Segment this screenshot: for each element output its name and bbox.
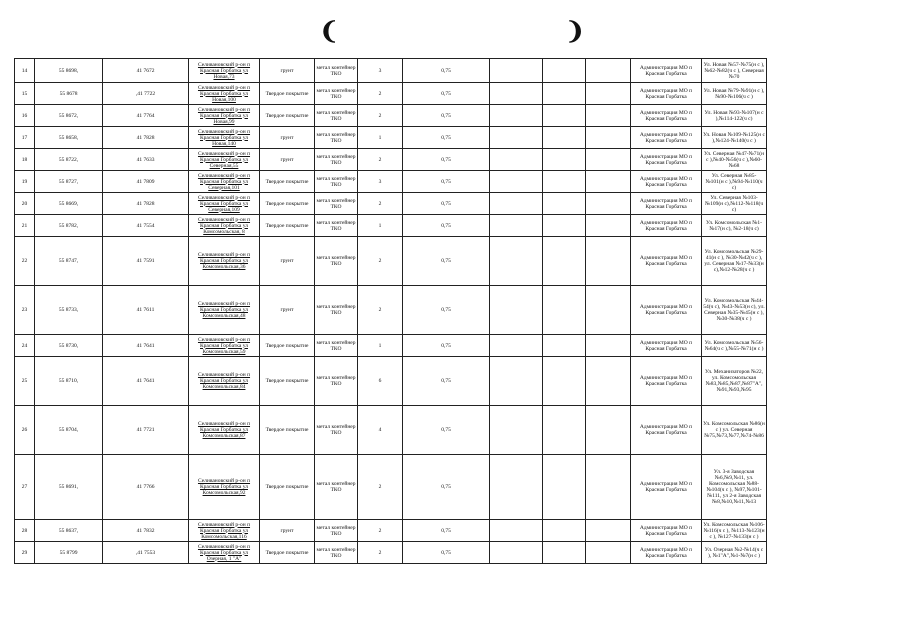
container-volume: 0,75	[403, 215, 490, 237]
latitude: 55 8698,	[35, 59, 103, 83]
address: Селивановский р-он п Красная Горбатка ул Новая,100	[189, 83, 260, 105]
container-volume: 0,75	[403, 237, 490, 286]
latitude: 55 8710,	[35, 357, 103, 406]
latitude: 55 8672,	[35, 105, 103, 127]
latitude: 55 8782,	[35, 215, 103, 237]
table-row	[15, 357, 767, 406]
empty-cell	[490, 335, 543, 357]
container-volume: 0,75	[403, 286, 490, 335]
container-volume: 0,75	[403, 520, 490, 542]
empty-cell	[543, 193, 586, 215]
owner: Администрация МО п Красная Горбатка	[631, 286, 702, 335]
empty-cell	[490, 59, 543, 83]
served-addresses: Ул. Комсомольская №1-№17(н с), №2-18(ч с)	[702, 215, 767, 237]
container-count: 3	[358, 171, 403, 193]
owner: Администрация МО п Красная Горбатка	[631, 105, 702, 127]
owner: Администрация МО п Красная Горбатка	[631, 215, 702, 237]
container-count: 1	[358, 215, 403, 237]
container-sites-table	[14, 58, 767, 564]
longitude: ,41 7722	[103, 83, 189, 105]
container-type: метал контейнер ТКО	[315, 542, 358, 564]
owner: Администрация МО п Красная Горбатка	[631, 149, 702, 171]
address: Селивановский р-он п Красная Горбатка ул Новая,140	[189, 127, 260, 149]
container-count: 2	[358, 105, 403, 127]
latitude: 55 8691,	[35, 455, 103, 520]
table-row	[15, 171, 767, 193]
surface: грунт	[260, 59, 315, 83]
served-addresses: Ул. Комсомольская №86(н с ) ул. Северная №75,№73,№77,№74-№86	[702, 406, 767, 455]
row-number: 25	[15, 357, 35, 406]
container-volume: 0,75	[403, 105, 490, 127]
row-number: 29	[15, 542, 35, 564]
address: Селивановский р-он п Красная Горбатка ул Северная,55	[189, 149, 260, 171]
served-addresses: Ул. Комсомольская №56-№64(ч с ),№55-№71(н с )	[702, 335, 767, 357]
latitude: 55 8637,	[35, 520, 103, 542]
empty-cell	[543, 171, 586, 193]
container-volume: 0,75	[403, 193, 490, 215]
table-row	[15, 105, 767, 127]
empty-cell	[543, 335, 586, 357]
served-addresses: Ул. Северная №47-№71(н с ),№40-№56(ч с ),№60-№68	[702, 149, 767, 171]
bracket-mark-left: ❨	[319, 16, 340, 45]
surface: Твердое покрытие	[260, 335, 315, 357]
latitude: 55 8658,	[35, 127, 103, 149]
empty-cell	[543, 59, 586, 83]
container-count: 2	[358, 455, 403, 520]
empty-cell	[543, 83, 586, 105]
empty-cell	[490, 520, 543, 542]
address: Селивановский р-он п Красная Горбатка ул Комсомольская,59	[189, 335, 260, 357]
table-row	[15, 215, 767, 237]
container-type: метал контейнер ТКО	[315, 215, 358, 237]
row-number: 26	[15, 406, 35, 455]
surface: грунт	[260, 149, 315, 171]
empty-cell	[490, 105, 543, 127]
empty-cell	[543, 357, 586, 406]
container-type: метал контейнер ТКО	[315, 83, 358, 105]
container-volume: 0,75	[403, 455, 490, 520]
address: Селивановский р-он п Красная Горбатка ул Новая,73	[189, 59, 260, 83]
owner: Администрация МО п Красная Горбатка	[631, 406, 702, 455]
address: Селивановский р-он п Красная Горбатка ул Комсомольская,92	[189, 455, 260, 520]
empty-cell	[586, 520, 631, 542]
longitude: 41 7672	[103, 59, 189, 83]
empty-cell	[490, 215, 543, 237]
surface: Твердое покрытие	[260, 105, 315, 127]
empty-cell	[490, 193, 543, 215]
empty-cell	[543, 105, 586, 127]
served-addresses: Ул. 3-я Заводская №6,№9,№11, ул. Комсомольская №88-№104(ч с ), №97,№101-№111, ул 2-я Заводская №8,№10,№11,№13	[702, 455, 767, 520]
container-volume: 0,75	[403, 335, 490, 357]
longitude: 41 7832	[103, 520, 189, 542]
container-volume: 0,75	[403, 542, 490, 564]
table-row	[15, 237, 767, 286]
table-row	[15, 59, 767, 83]
container-type: метал контейнер ТКО	[315, 237, 358, 286]
empty-cell	[586, 127, 631, 149]
served-addresses: Ул. Механизаторов №22, ул. Комсомольская №83,№85,№87,№87"А",№91,№93,№95	[702, 357, 767, 406]
container-type: метал контейнер ТКО	[315, 357, 358, 406]
longitude: 41 7764	[103, 105, 189, 127]
owner: Администрация МО п Красная Горбатка	[631, 520, 702, 542]
served-addresses: Ул. Северная №103-№109(н с),№112-№118(ч с)	[702, 193, 767, 215]
empty-cell	[490, 237, 543, 286]
latitude: 55 8799	[35, 542, 103, 564]
served-addresses: Ул. Новая №93-№107(н с ),№114-122(ч с)	[702, 105, 767, 127]
owner: Администрация МО п Красная Горбатка	[631, 127, 702, 149]
owner: Администрация МО п Красная Горбатка	[631, 455, 702, 520]
served-addresses: Ул. Новая №79-№91(н с ),№90-№106(ч с )	[702, 83, 767, 105]
row-number: 28	[15, 520, 35, 542]
served-addresses: Ул. Озерная №2-№14(ч с ), №1"А",№1-№7(н с )	[702, 542, 767, 564]
longitude: 41 7828	[103, 193, 189, 215]
row-number: 17	[15, 127, 35, 149]
container-type: метал контейнер ТКО	[315, 406, 358, 455]
container-volume: 0,75	[403, 357, 490, 406]
empty-cell	[586, 149, 631, 171]
empty-cell	[586, 455, 631, 520]
empty-cell	[586, 83, 631, 105]
container-volume: 0,75	[403, 149, 490, 171]
latitude: 55 8727,	[35, 171, 103, 193]
owner: Администрация МО п Красная Горбатка	[631, 171, 702, 193]
empty-cell	[543, 542, 586, 564]
table-row	[15, 127, 767, 149]
longitude: 41 7591	[103, 237, 189, 286]
owner: Администрация МО п Красная Горбатка	[631, 357, 702, 406]
container-volume: 0,75	[403, 83, 490, 105]
row-number: 27	[15, 455, 35, 520]
served-addresses: Ул. Северная №85-№101(н с ),№94-№110(ч с)	[702, 171, 767, 193]
row-number: 22	[15, 237, 35, 286]
longitude: 41 7828	[103, 127, 189, 149]
empty-cell	[490, 286, 543, 335]
table-row	[15, 406, 767, 455]
table-row	[15, 149, 767, 171]
table-row	[15, 455, 767, 520]
owner: Администрация МО п Красная Горбатка	[631, 83, 702, 105]
empty-cell	[586, 406, 631, 455]
empty-cell	[543, 286, 586, 335]
surface: Твердое покрытие	[260, 357, 315, 406]
empty-cell	[586, 357, 631, 406]
surface: Твердое покрытие	[260, 83, 315, 105]
latitude: 55 8730,	[35, 335, 103, 357]
empty-cell	[586, 193, 631, 215]
table-row	[15, 286, 767, 335]
latitude: 55 8733,	[35, 286, 103, 335]
surface: Твердое покрытие	[260, 193, 315, 215]
empty-cell	[543, 149, 586, 171]
container-count: 2	[358, 83, 403, 105]
surface: Твердое покрытие	[260, 455, 315, 520]
address: Селивановский р-он п Красная Горбатка ул Озерная, 1 "А"	[189, 542, 260, 564]
longitude: ,41 7553	[103, 542, 189, 564]
empty-cell	[490, 406, 543, 455]
empty-cell	[586, 542, 631, 564]
empty-cell	[490, 171, 543, 193]
empty-cell	[490, 455, 543, 520]
container-volume: 0,75	[403, 127, 490, 149]
container-type: метал контейнер ТКО	[315, 286, 358, 335]
latitude: 55 8669,	[35, 193, 103, 215]
served-addresses: Ул. Комсомольская №44-54(ч с), №43-№53(н с), ул. Северная №35-№45(н с ), №30-№38(ч с )	[702, 286, 767, 335]
longitude: 41 7611	[103, 286, 189, 335]
longitude: 41 7554	[103, 215, 189, 237]
latitude: 55 8747,	[35, 237, 103, 286]
surface: Твердое покрытие	[260, 215, 315, 237]
empty-cell	[490, 83, 543, 105]
longitude: 41 7721	[103, 406, 189, 455]
surface: Твердое покрытие	[260, 171, 315, 193]
longitude: 41 7641	[103, 335, 189, 357]
served-addresses: Ул. Новая №57-№75(н с ),№62-№82(ч с ), Северная №70	[702, 59, 767, 83]
table-row	[15, 193, 767, 215]
table-row	[15, 83, 767, 105]
address: Селивановский р-он п Красная Горбатка ул Новая,99	[189, 105, 260, 127]
empty-cell	[490, 542, 543, 564]
address: Селивановский р-он п Красная Горбатка ул Комсомольская,116	[189, 520, 260, 542]
surface: грунт	[260, 127, 315, 149]
empty-cell	[490, 357, 543, 406]
empty-cell	[586, 237, 631, 286]
container-type: метал контейнер ТКО	[315, 149, 358, 171]
container-volume: 0,75	[403, 406, 490, 455]
container-count: 2	[358, 286, 403, 335]
address: Селивановский р-он п Красная Горбатка ул Комсомольская, 8	[189, 215, 260, 237]
surface: Твердое покрытие	[260, 406, 315, 455]
empty-cell	[543, 237, 586, 286]
empty-cell	[490, 127, 543, 149]
longitude: 41 7633	[103, 149, 189, 171]
container-type: метал контейнер ТКО	[315, 59, 358, 83]
address: Селивановский р-он п Красная Горбатка ул Северная,109	[189, 193, 260, 215]
container-type: метал контейнер ТКО	[315, 105, 358, 127]
owner: Администрация МО п Красная Горбатка	[631, 237, 702, 286]
table-row	[15, 520, 767, 542]
address: Селивановский р-он п Красная Горбатка ул Комсомольская,87	[189, 406, 260, 455]
container-count: 2	[358, 542, 403, 564]
empty-cell	[543, 406, 586, 455]
longitude: 41 7809	[103, 171, 189, 193]
empty-cell	[586, 215, 631, 237]
served-addresses: Ул. Комсомольская №106-№116(ч с ), №113-№123(н с ), №127-№133(н с )	[703, 521, 765, 540]
longitude: 41 7766	[103, 455, 189, 520]
container-type: метал контейнер ТКО	[315, 455, 358, 520]
row-number: 24	[15, 335, 35, 357]
row-number: 19	[15, 171, 35, 193]
bracket-mark-right: ❩	[565, 16, 586, 45]
container-count: 2	[358, 520, 403, 542]
container-count: 6	[358, 357, 403, 406]
owner: Администрация МО п Красная Горбатка	[631, 193, 702, 215]
surface: грунт	[260, 286, 315, 335]
container-count: 4	[358, 406, 403, 455]
table-row	[15, 542, 767, 564]
container-count: 1	[358, 127, 403, 149]
empty-cell	[586, 335, 631, 357]
container-count: 2	[358, 149, 403, 171]
container-count: 2	[358, 193, 403, 215]
empty-cell	[586, 105, 631, 127]
empty-cell	[586, 171, 631, 193]
latitude: 55 8678	[35, 83, 103, 105]
empty-cell	[543, 520, 586, 542]
row-number: 16	[15, 105, 35, 127]
container-type: метал контейнер ТКО	[315, 335, 358, 357]
container-volume: 0,75	[403, 171, 490, 193]
empty-cell	[586, 286, 631, 335]
container-volume: 0,75	[403, 59, 490, 83]
owner: Администрация МО п Красная Горбатка	[631, 335, 702, 357]
owner: Администрация МО п Красная Горбатка	[631, 59, 702, 83]
container-count: 3	[358, 59, 403, 83]
longitude: 41 7641	[103, 357, 189, 406]
empty-cell	[543, 455, 586, 520]
container-count: 2	[358, 237, 403, 286]
owner: Администрация МО п Красная Горбатка	[631, 542, 702, 564]
served-addresses: Ул. Комсомольская №29-41(н с ), №30-№42(ч с ), ул. Северная №17-№33(н с),№12-№28(ч с )	[702, 237, 767, 286]
container-count: 1	[358, 335, 403, 357]
container-type: метал контейнер ТКО	[315, 193, 358, 215]
row-number: 21	[15, 215, 35, 237]
latitude: 55 8722,	[35, 149, 103, 171]
empty-cell	[543, 127, 586, 149]
row-number: 23	[15, 286, 35, 335]
container-type: метал контейнер ТКО	[315, 520, 358, 542]
address: Селивановский р-он п Красная Горбатка ул Комсомольская,36	[189, 237, 260, 286]
served-addresses: Ул. Новая №109-№125(н с ),№124-№140(ч с )	[702, 127, 767, 149]
row-number: 15	[15, 83, 35, 105]
address: Селивановский р-он п Красная Горбатка ул Комсомольская,48	[189, 286, 260, 335]
container-type: метал контейнер ТКО	[315, 127, 358, 149]
row-number: 20	[15, 193, 35, 215]
row-number: 14	[15, 59, 35, 83]
surface: Твердое покрытие	[260, 542, 315, 564]
surface: грунт	[260, 237, 315, 286]
row-number: 18	[15, 149, 35, 171]
address: Селивановский р-он п Красная Горбатка ул Северная,101	[189, 171, 260, 193]
table-row	[15, 335, 767, 357]
surface: грунт	[260, 520, 315, 542]
empty-cell	[490, 149, 543, 171]
empty-cell	[543, 215, 586, 237]
container-type: метал контейнер ТКО	[315, 171, 358, 193]
latitude: 55 8704,	[35, 406, 103, 455]
empty-cell	[586, 59, 631, 83]
address: Селивановский р-он п Красная Горбатка ул Комсомольская,84	[189, 357, 260, 406]
